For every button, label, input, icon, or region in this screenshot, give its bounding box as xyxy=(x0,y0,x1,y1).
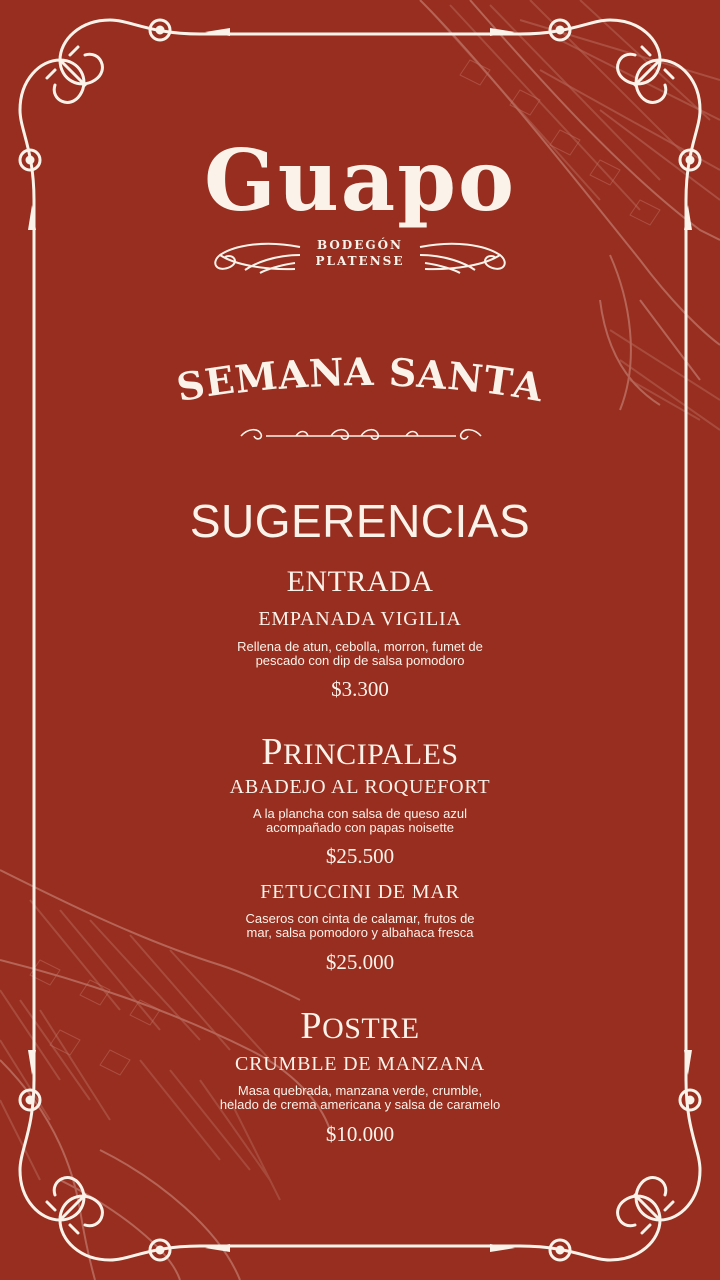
dish-description xyxy=(0,640,720,668)
dish-description-line: acompañado con papas noisette xyxy=(266,820,454,835)
event-title-letter: A xyxy=(415,350,450,399)
logo-subtitle xyxy=(300,237,420,269)
dish-price: $25.000 xyxy=(325,950,395,974)
flourish-right-icon xyxy=(415,235,515,275)
dish-name: CRUMBLE DE MANZANA xyxy=(235,1053,485,1075)
category-postre xyxy=(0,1004,720,1048)
flourish-left-icon xyxy=(205,235,305,275)
event-title-letter: N xyxy=(307,349,346,396)
dish-description-line: A la plancha con salsa de queso azul xyxy=(253,806,467,821)
logo xyxy=(0,131,720,275)
dish-description-line: Masa quebrada, manzana verde, crumble, xyxy=(237,1083,483,1098)
event-title-letter: M xyxy=(232,352,281,402)
event-title-letter: S xyxy=(387,349,419,396)
dish-price: $3.300 xyxy=(331,677,389,701)
event-title-letter: S xyxy=(172,360,209,411)
heading-sugerencias: SUGERENCIAS xyxy=(189,495,531,547)
category-initial: P xyxy=(261,731,284,773)
event-title-letter: A xyxy=(509,360,548,411)
event-title-letter: N xyxy=(445,352,487,402)
category-rest: OSTRE xyxy=(322,1012,420,1045)
logo-subtitle-line1: BODEGÓN xyxy=(316,238,404,252)
event-title-letter: T xyxy=(480,356,517,406)
dish-price: $25.500 xyxy=(325,844,395,868)
flourish-divider-icon xyxy=(236,426,486,446)
event-title-letter xyxy=(374,349,389,394)
dish-description-line: mar, salsa pomodoro y albahaca fresca xyxy=(246,925,474,940)
category-rest: RINCIPALES xyxy=(283,738,459,771)
dish-description xyxy=(0,807,720,835)
logo-name: Guapo xyxy=(204,131,516,230)
event-title xyxy=(0,348,720,411)
dish-name: FETUCCINI DE MAR xyxy=(260,881,460,903)
event-title-letter: A xyxy=(343,348,376,395)
dish-name: EMPANADA VIGILIA xyxy=(258,608,462,630)
dish-description-line: Caseros con cinta de calamar, frutos de xyxy=(245,911,475,926)
logo-subtitle-line2: PLATENSE xyxy=(315,254,405,268)
event-title-letter: E xyxy=(201,356,239,406)
dish-description-line: Rellena de atun, cebolla, morron, fumet de xyxy=(237,639,483,654)
category-initial: P xyxy=(300,1005,323,1047)
event-title-letter: A xyxy=(276,350,311,399)
dish-description xyxy=(0,1084,720,1112)
category-principales xyxy=(0,730,720,774)
category-entrada: ENTRADA xyxy=(286,565,434,598)
dish-price: $10.000 xyxy=(325,1122,395,1146)
dish-name: ABADEJO AL ROQUEFORT xyxy=(229,776,491,798)
dish-description xyxy=(0,912,720,940)
dish-description-line: helado de crema americana y salsa de caramelo xyxy=(219,1097,501,1112)
dish-description-line: pescado con dip de salsa pomodoro xyxy=(255,653,465,668)
